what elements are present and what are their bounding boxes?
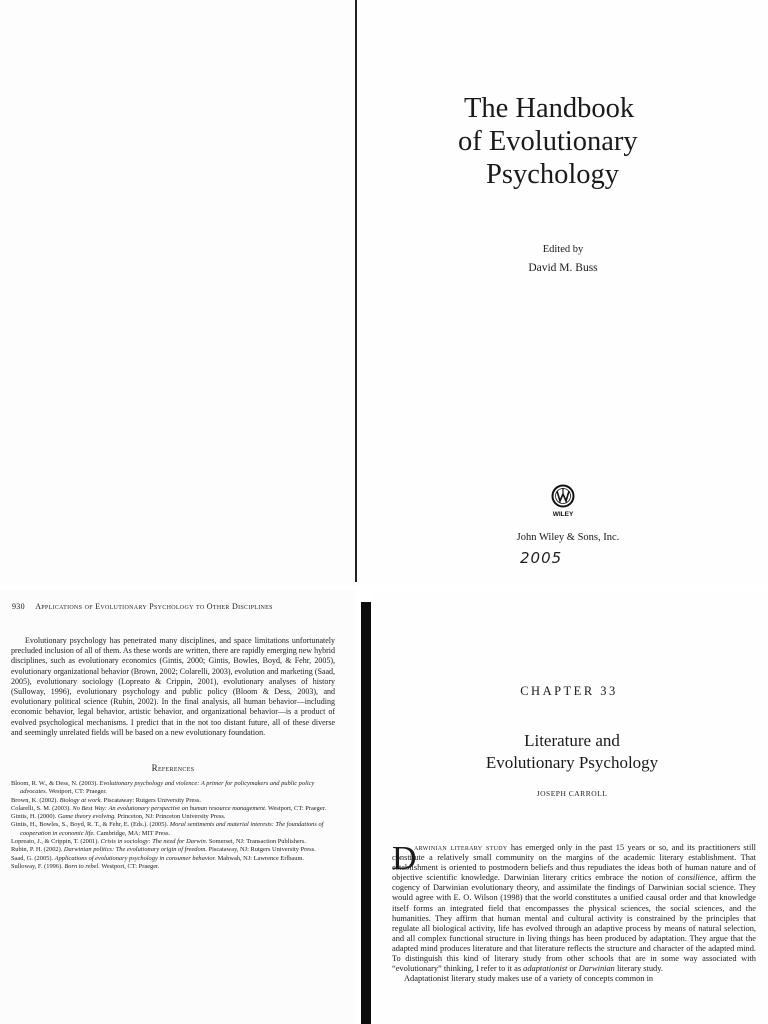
- reference-entry: Bloom, R. W., & Dess, N. (2003). Evolutionary psychology and violence: A primer for policymakers and public policy advocates. Westport, CT: Praeger.: [11, 780, 315, 796]
- body-paragraph: Evolutionary psychology has penetrated many disciplines, and space limitations unfortunately precluded inclusion of all of them. As these words are written, there are rapidly emerging new hybrid disciplines, such as evolutionary economics (Gintis, 2000; Gintis, Bowles, Boyd, & Fehr, 2005), evolutionary organizational behavior (Brown, 2002; Colarelli, 2003), evolution and marketing (Saad, 2005), evolutionary sociology (Lopreato & Crippin, 2001), evolutionary analyses of history (Sulloway, 1996), evolutionary psychology and public policy (Bloom & Dess, 2003), and evolutionary political science (Rubin, 2002). In the final analysis, all human behavior—including economic behavior, legal behavior, artistic behavior, and organizational behavior—is a product of evolved psychological mechanisms. I predict that in the not too distant future, all of these diverse and seemingly unrelated fields will be based on a new evolutionary foundation.: [11, 636, 335, 737]
- publisher-name: John Wiley & Sons, Inc.: [516, 532, 620, 543]
- edited-by-label: Edited by: [542, 244, 584, 255]
- reference-entry: Brown, K. (2002). Biology at work. Piscataway: Rutgers University Press.: [11, 796, 201, 804]
- wiley-logo: [548, 484, 578, 518]
- chapter-label: CHAPTER 33: [520, 684, 618, 698]
- chapter-title: [422, 730, 722, 774]
- references-heading: References: [151, 763, 195, 773]
- references-list: [11, 780, 337, 871]
- reference-entry: Gintis, H., Bowles, S., Boyd, R. T., & Fehr, E. (Eds.). (2005). Moral sentiments and material interests: The foundations of cooperation in economic life. Cambridge, MA: MIT Press.: [11, 821, 324, 837]
- paragraph-1-part-a: has emerged only in the past 15 years or so, and its practitioners still constitute a relatively small community on the margins of the academic literary establishment. That establishment is oriented to postmodern beliefs and thus repudiates the ideas both of human nature and of objective scientific knowledge. Darwinian literary critics embrace the notion of: [392, 843, 756, 883]
- paragraph-2: Adaptationist literary study makes use of a variety of concepts common in: [404, 974, 654, 984]
- connector-or: or: [567, 964, 579, 974]
- book-title: [458, 92, 768, 191]
- paragraph-1-part-c: literary study.: [614, 964, 663, 974]
- adaptationist-term: adaptationist: [523, 964, 568, 974]
- darwinian-term: Darwinian: [578, 964, 615, 974]
- reference-entry: Lopreato, J., & Crippin, T. (2001). Crisis in sociology: The need for Darwin. Somerset, NJ: Transaction Publishers.: [11, 838, 306, 846]
- chapter-page: [372, 590, 768, 1024]
- page-divider-bottom: [361, 602, 371, 1024]
- reference-entry: Sulloway, F. (1996). Born to rebel. Westport, CT: Praeger.: [11, 862, 160, 870]
- title-page: [358, 0, 768, 585]
- paragraph-1-part-b: affirm the cogency of Darwinian evolutionary theory, and assimilate the findings of Darwinian social science. They would agree with E. O. Wilson (1998) that the world constitutes a unified causal order and that knowledge itself forms an integrated field that encompasses the physical sciences, the social sciences, and the humanities. They affirm that human mental and cultural activity is constrained by the principles that regulate all biological activity, life has evolved through an adaptive process by means of natural selection, and all complex functional structure in living things has been produced by adaptation. They argue that the adapted mind produces literature and that literature reflects the structure and character of the adapted mind. To distinguish this kind of literary study from other schools that are in some way associated with “evolutionary” thinking, I refer to it as: [392, 873, 756, 974]
- running-head-text: Applications of Evolutionary Psychology to Other Disciplines: [35, 602, 273, 611]
- reference-entry: Gintis, H. (2000). Game theory evolving. Princeton, NJ: Princeton University Press.: [11, 813, 226, 821]
- chapter-body: [392, 840, 756, 984]
- chapter-title-line-1: Literature and: [524, 731, 620, 750]
- previous-page: [0, 590, 356, 1024]
- book-title-line-1: The Handbook: [464, 93, 635, 124]
- editor-name: David M. Buss: [528, 262, 598, 274]
- drop-cap: D: [392, 840, 417, 877]
- svg-text:WILEY: WILEY: [552, 511, 574, 518]
- chapter-title-line-2: Evolutionary Psychology: [485, 753, 659, 772]
- book-title-line-2: of Evolutionary: [458, 126, 638, 157]
- blank-page: [0, 0, 356, 585]
- running-head: [12, 602, 273, 611]
- handwritten-year: 2005: [520, 549, 563, 567]
- opening-small-caps: arwinian literary study: [414, 843, 508, 852]
- page-divider-top: [355, 0, 357, 582]
- reference-entry: Rubin, P. H. (2002). Darwinian politics: The evolutionary origin of freedom. Piscataway, NJ: Rutgers University Press.: [11, 846, 316, 854]
- book-title-line-3: Psychology: [486, 159, 620, 190]
- chapter-author: JOSEPH CARROLL: [536, 789, 608, 798]
- reference-entry: Saad, G. (2005). Applications of evolutionary psychology in consumer behavior. Mahwah, NJ: Lawrence Erlbaum.: [11, 854, 305, 862]
- page-number: 930: [12, 602, 25, 611]
- consilience-term: consilience,: [677, 873, 718, 883]
- reference-entry: Colarelli, S. M. (2003). No Best Way: An evolutionary perspective on human resource management. Westport, CT: Praeger.: [11, 804, 327, 812]
